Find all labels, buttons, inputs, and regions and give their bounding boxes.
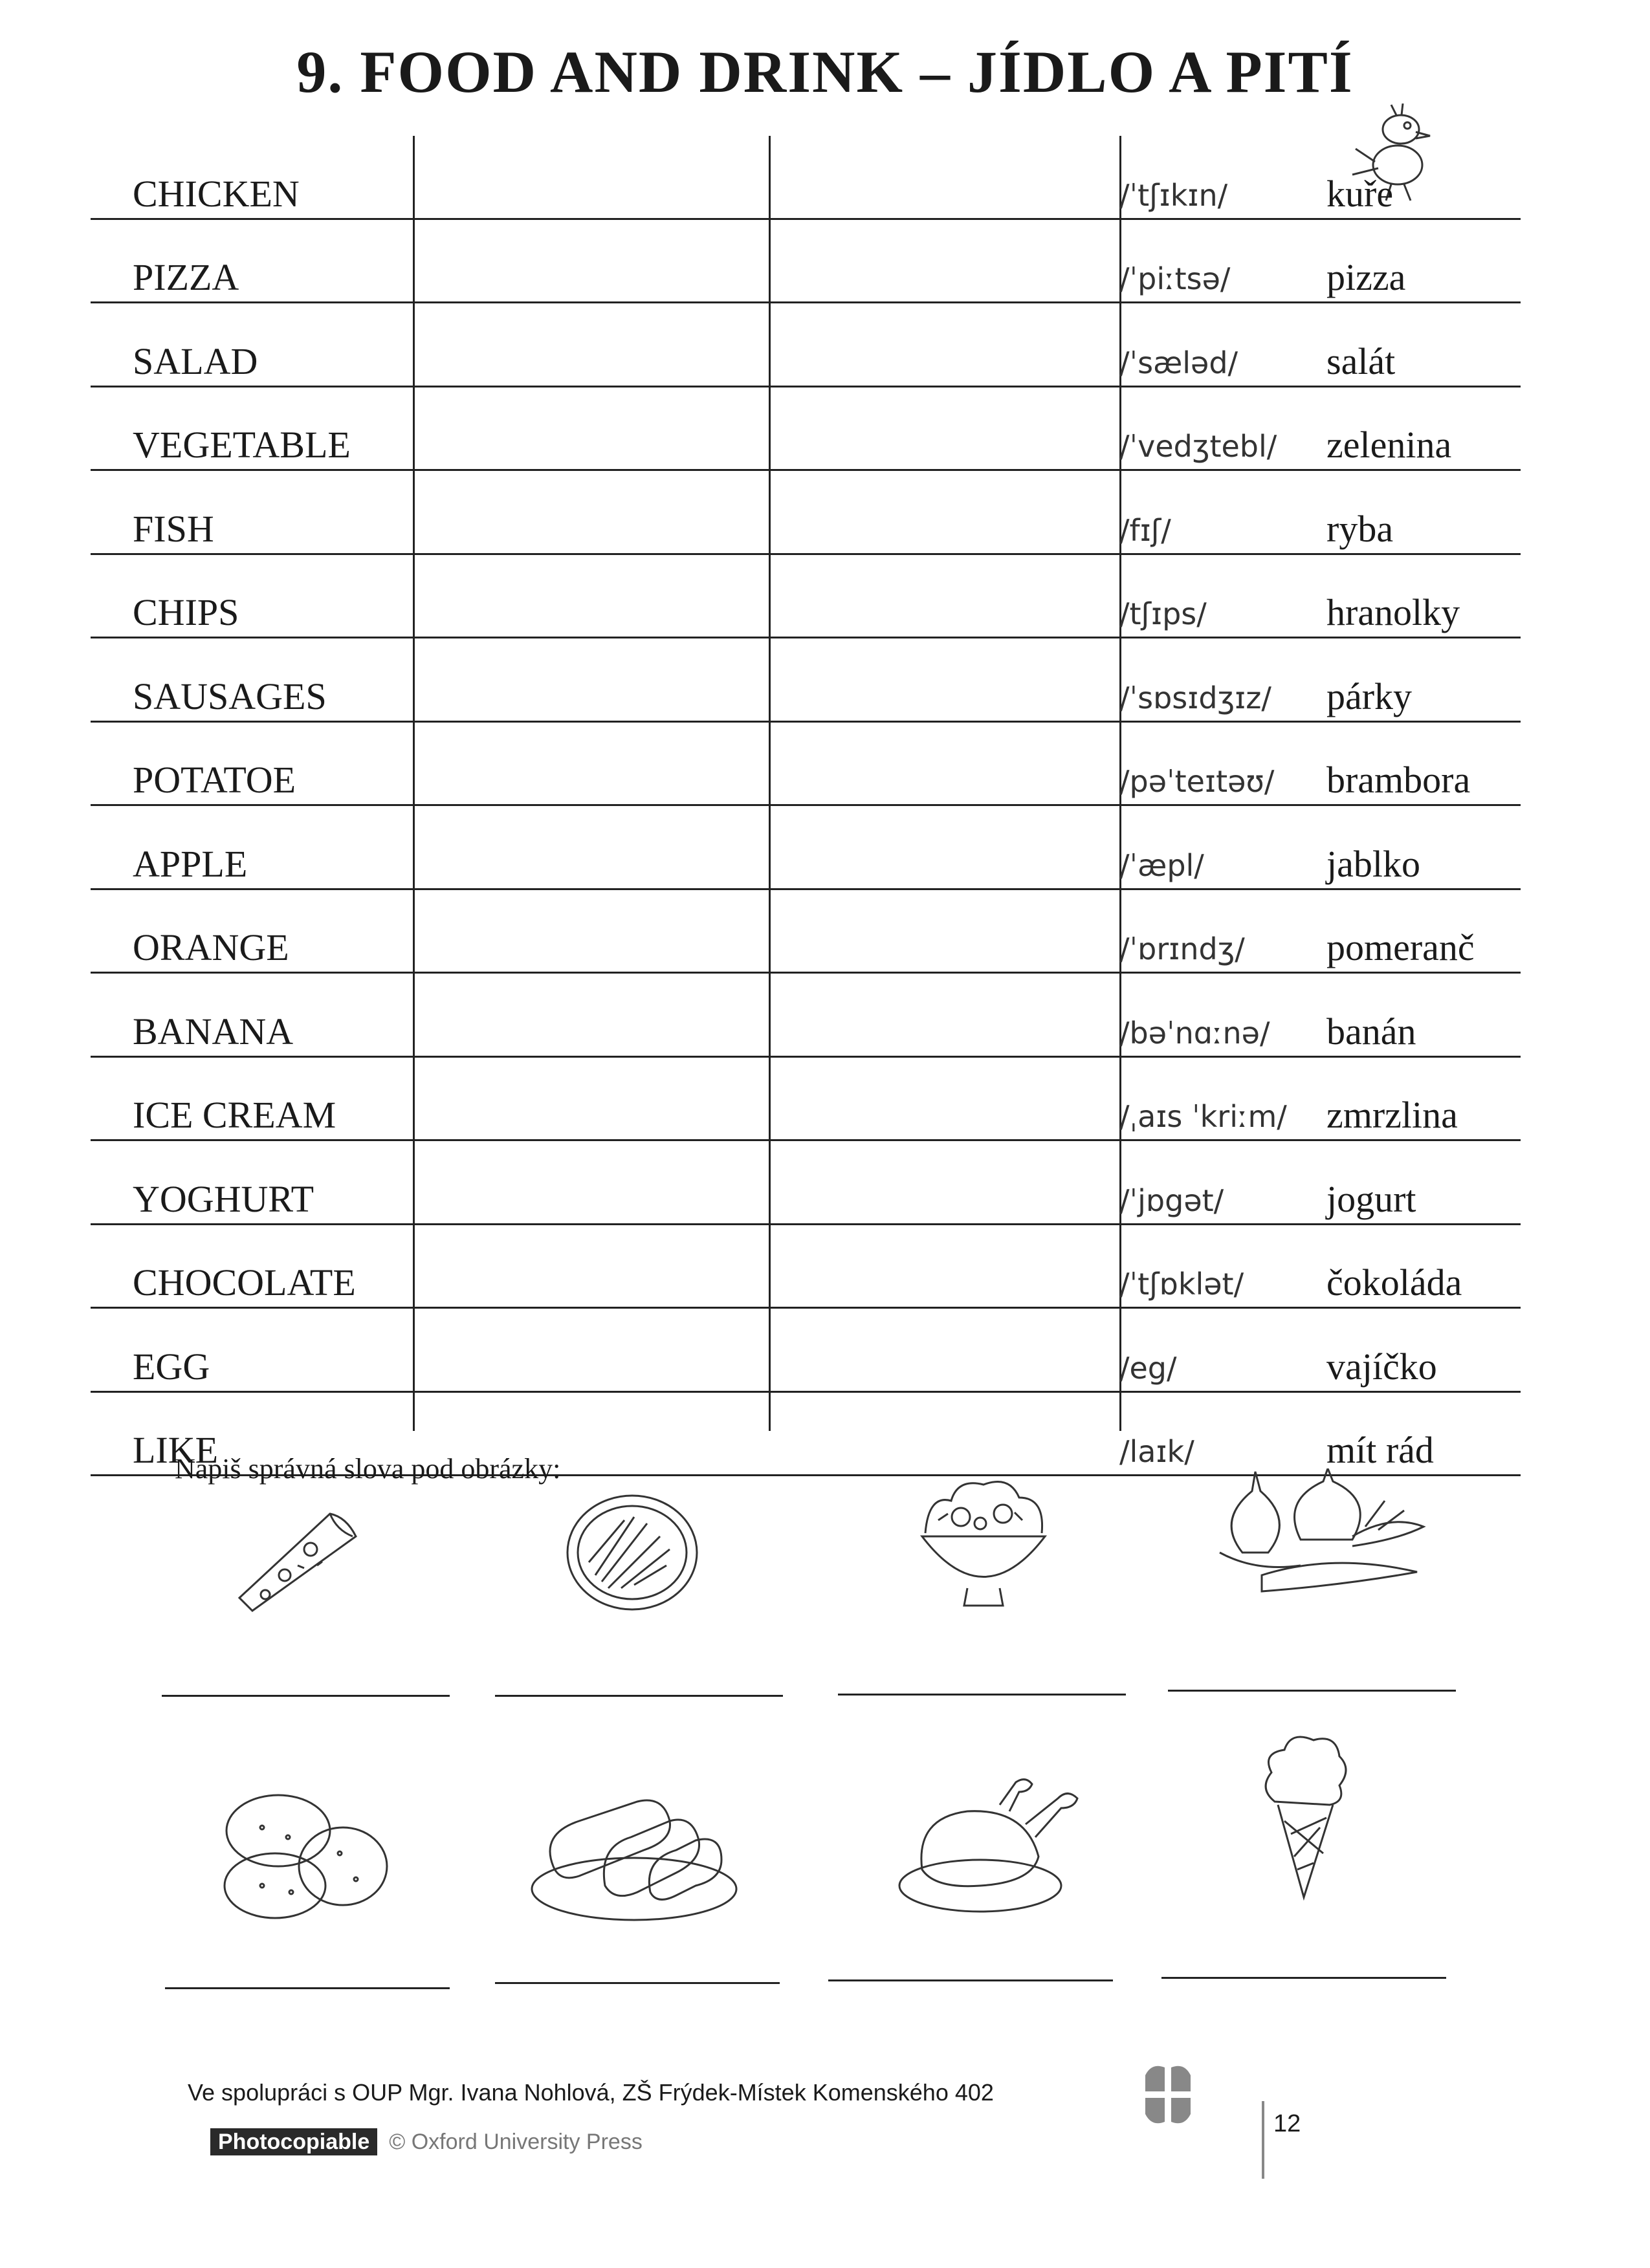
potatoes-icon: [217, 1789, 391, 1925]
pronunciation: /ˈvedʒtebl/: [1119, 429, 1277, 464]
czech-word: vajíčko: [1326, 1345, 1437, 1388]
vocab-row: [91, 806, 1521, 890]
vocab-row: [91, 1141, 1521, 1225]
vocab-row: [91, 136, 1521, 220]
vocabulary-table: [91, 136, 1521, 1476]
vocab-row: [91, 723, 1521, 807]
english-word: POTATOE: [133, 759, 296, 801]
vocab-row: [91, 1225, 1521, 1309]
roast-chicken-icon: [896, 1772, 1084, 1915]
czech-word: pizza: [1326, 256, 1406, 298]
pronunciation: /eg/: [1119, 1350, 1177, 1386]
czech-word: čokoláda: [1326, 1261, 1462, 1303]
pronunciation: /ˈtʃɪkɪn/: [1119, 177, 1228, 213]
english-word: CHIPS: [133, 591, 239, 633]
vocab-row: [91, 471, 1521, 555]
pronunciation: /tʃɪps/: [1119, 596, 1207, 631]
czech-word: ryba: [1326, 507, 1394, 550]
english-word: CHOCOLATE: [133, 1261, 356, 1303]
english-word: LIKE: [133, 1429, 219, 1471]
vocab-row: [91, 303, 1521, 387]
pronunciation: /pəˈteɪtəʊ/: [1119, 764, 1275, 799]
english-word: SAUSAGES: [133, 675, 327, 717]
english-word: YOGHURT: [133, 1177, 314, 1220]
pronunciation: /laɪk/: [1119, 1434, 1194, 1469]
vocab-row: [91, 555, 1521, 639]
czech-word: brambora: [1326, 759, 1471, 801]
answer-line[interactable]: [165, 1987, 450, 1989]
czech-word: kuře: [1326, 172, 1394, 215]
english-word: BANANA: [133, 1010, 294, 1052]
vocab-row: [91, 638, 1521, 723]
answer-line[interactable]: [838, 1694, 1126, 1696]
pizza-icon: [233, 1501, 362, 1614]
pronunciation: /ˈæpl/: [1119, 847, 1204, 883]
answer-line[interactable]: [1161, 1977, 1446, 1979]
answer-line[interactable]: [495, 1695, 783, 1697]
salad-icon: [912, 1468, 1055, 1614]
pronunciation: /ˈpiːtsə/: [1119, 261, 1231, 296]
czech-word: zmrzlina: [1326, 1094, 1458, 1136]
english-word: ICE CREAM: [133, 1094, 336, 1136]
answer-line[interactable]: [162, 1695, 450, 1697]
pronunciation: /ˈsæləd/: [1119, 345, 1238, 380]
czech-word: zelenina: [1326, 424, 1452, 466]
pronunciation: /ˈɒrɪndʒ/: [1119, 932, 1245, 966]
vocab-row: [91, 1058, 1521, 1142]
footer-credit: Ve spolupráci s OUP Mgr. Ivana Nohlová, ZŠ Frýdek-Místek Komenského 402: [188, 2079, 994, 2106]
pronunciation: /ˌaɪs ˈkriːm/: [1119, 1099, 1287, 1134]
ice-cream-icon: [1259, 1730, 1352, 1902]
english-word: APPLE: [133, 842, 248, 885]
page-title: 9. FOOD AND DRINK – JÍDLO A PITÍ: [296, 39, 1354, 105]
czech-word: banán: [1326, 1010, 1416, 1052]
czech-word: hranolky: [1326, 591, 1460, 633]
english-word: FISH: [133, 507, 214, 550]
english-word: SALAD: [133, 340, 258, 382]
pronunciation: /ˈsɒsɪdʒɪz/: [1119, 680, 1271, 715]
footer-copyright: [210, 2130, 643, 2155]
page-number: 12: [1273, 2110, 1301, 2137]
sausages-icon: [527, 1776, 741, 1925]
vocab-row: [91, 220, 1521, 304]
vegetable-icon: [1204, 1468, 1436, 1614]
answer-line[interactable]: [1168, 1690, 1456, 1692]
copyright-text: © Oxford University Press: [389, 2130, 643, 2154]
vocab-row: [91, 1309, 1521, 1393]
english-word: VEGETABLE: [133, 424, 351, 466]
oup-logo-icon: [1139, 2062, 1197, 2127]
english-word: PIZZA: [133, 256, 239, 298]
pronunciation: /ˈtʃɒklət/: [1119, 1267, 1244, 1302]
english-word: ORANGE: [133, 926, 289, 968]
photocopiable-badge: Photocopiable: [210, 2128, 377, 2155]
pronunciation: /ˈjɒgət/: [1119, 1183, 1224, 1218]
czech-word: párky: [1326, 675, 1413, 717]
exercise-instruction: Napiš správná slova pod obrázky:: [175, 1453, 561, 1485]
english-word: CHICKEN: [133, 172, 300, 215]
vocab-row: [91, 974, 1521, 1058]
czech-word: jablko: [1326, 842, 1420, 885]
vocab-row: [91, 890, 1521, 974]
english-word: EGG: [133, 1345, 210, 1388]
czech-word: salát: [1326, 340, 1396, 382]
page-number-bar: [1262, 2101, 1264, 2179]
answer-line[interactable]: [828, 1979, 1113, 1981]
chips-icon: [563, 1491, 702, 1614]
vocab-row: [91, 387, 1521, 472]
czech-word: jogurt: [1326, 1177, 1416, 1220]
answer-line[interactable]: [495, 1982, 780, 1984]
pronunciation: /fɪʃ/: [1119, 512, 1171, 548]
pronunciation: /bəˈnɑːnə/: [1119, 1015, 1270, 1051]
czech-word: mít rád: [1326, 1429, 1434, 1471]
czech-word: pomeranč: [1326, 926, 1475, 968]
